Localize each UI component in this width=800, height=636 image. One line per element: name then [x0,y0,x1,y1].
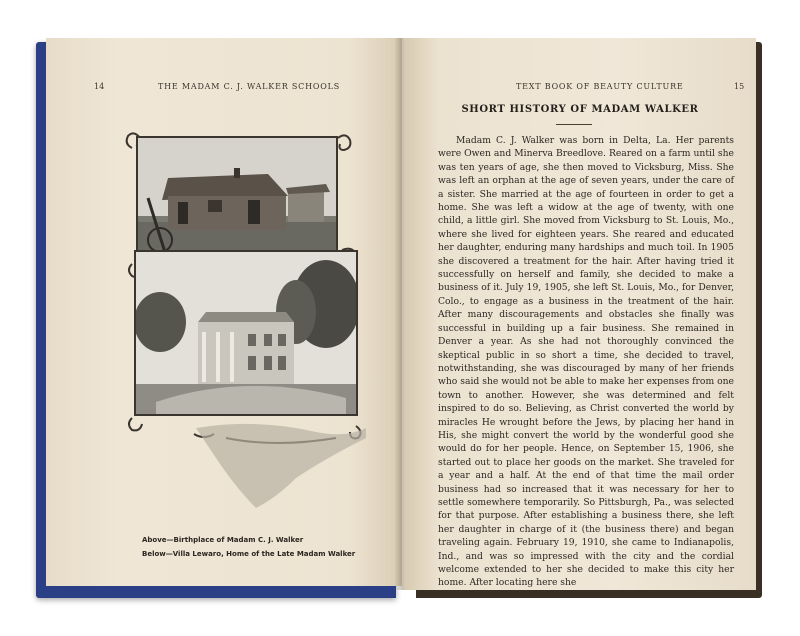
caption-villa: Below—Villa Lewaro, Home of the Late Madam Walker [142,550,356,558]
right-page-number: 15 [734,82,745,91]
villa-illustration [136,252,356,414]
left-running-head: THE MADAM C. J. WALKER SCHOOLS [158,82,340,91]
history-paragraph: Madam C. J. Walker was born in Delta, La. Her parents were Owen and Minerva Breedlove. Reared on a farm until she was ten years of age, she then moved to Vicksburg, Miss. She was left an orphan at the age of seven years, under the care of a sister. She married at the age of fourteen in order to get a home. She was left a widow at the age of twenty, with one child, a little girl. She moved from Vicksburg to St. Louis, Mo., where she lived for eighteen years. She reared and educated her daughter, enduring many hardships and much toil. In 1905 she discovered a treatment for the hair. After having tried it successfully on herself and family, she decided to make a business of it. July 19, 1905, she left St. Louis, Mo., for Denver, Colo., to engage as a business in the treatment of the hair. After many discouragements and obstacles she finally was successful in building up a fair business. She remained in Denver a year. As she had not thoroughly convinced the skeptical public in so short a time, she decided to travel, notwithstanding, she was discouraged by many of her friends who said she would not be able to make her expenses from one town to another. However, she was determined and felt inspired to do so. Believing, as Christ converted the world by miracles He wrought before the Jews, by placing her hand in His, she might convert the world by the wonderful good she would do for her people. Hence, on September 15, 1906, she started out to place her goods on the market. She traveled for a year and a half. At the end of that time the mail order business had so increased that it was necessary for her to settle somewhere temporarily. So Pittsburgh, Pa., was selected for that purpose. After establishing a business there, she left her daughter in charge of it (the business there) and began traveling again. February 19, 1910, she came to Indianapolis, Ind., and was so impressed with the city and the cordial welcome extended to her she decided to make this city her home. After locating here she [438,135,734,589]
open-book [36,38,762,600]
caption-birthplace: Above—Birthplace of Madam C. J. Walker [142,536,304,544]
ornament-scroll-bottom-left [129,418,142,430]
left-page-number: 14 [94,82,105,91]
villa-lewaro-photo [134,250,358,416]
right-page [404,38,756,590]
history-text [438,134,734,590]
right-running-head: TEXT BOOK OF BEAUTY CULTURE [516,82,684,91]
chapter-title: SHORT HISTORY OF MADAM WALKER [461,104,699,115]
cabin-illustration [138,138,336,268]
ornament-scroll-top-right [338,135,350,150]
left-page [46,38,402,586]
landscape-vignette [196,418,366,508]
title-rule [556,124,592,125]
